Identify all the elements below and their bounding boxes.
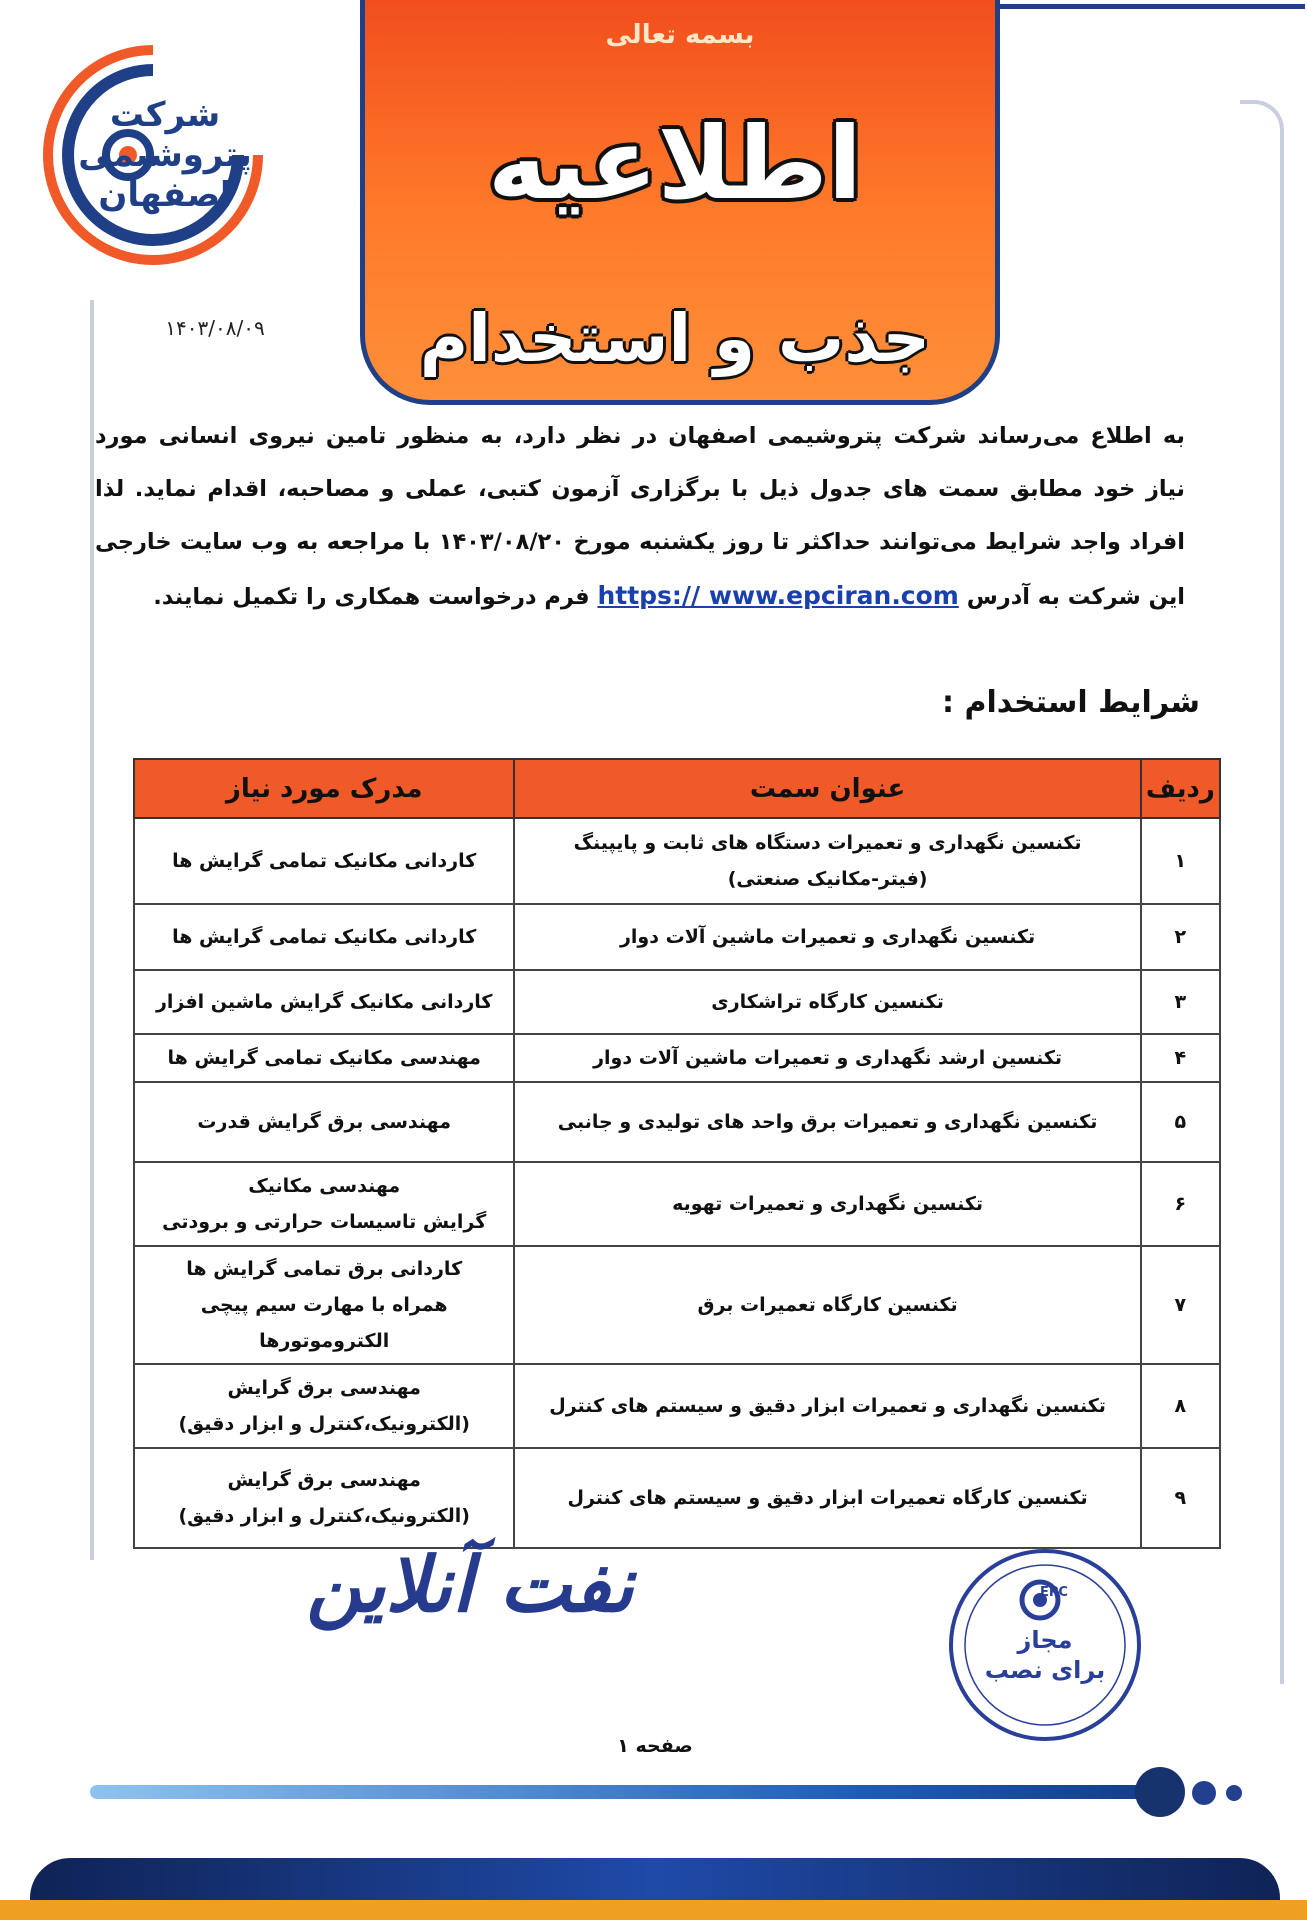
position-line: تکنسین ارشد نگهداری و تعمیرات ماشین آلات دوار — [593, 1047, 1063, 1069]
position-cell — [514, 1162, 1140, 1246]
position-cell — [514, 1082, 1140, 1162]
paragraph-end-text: فرم درخواست همکاری را تکمیل نمایند. — [153, 584, 590, 610]
stamp-line-2: برای نصب — [984, 1656, 1106, 1684]
page-title: اطلاعیه — [487, 105, 863, 222]
announcement-paragraph — [95, 410, 1185, 624]
degree-cell — [134, 1162, 514, 1246]
announcement-date: ۱۴۰۳/۰۸/۰۹ — [165, 316, 265, 340]
degree-cell — [134, 818, 514, 904]
table-row — [134, 1246, 1220, 1364]
row-number: ۶ — [1141, 1162, 1220, 1246]
degree-line-2: (الکترونیک،کنترل و ابزار دقیق) — [178, 1413, 470, 1435]
table-header-row — [134, 759, 1220, 818]
jobs-table — [133, 758, 1221, 1549]
table-row — [134, 1162, 1220, 1246]
position-cell — [514, 818, 1140, 904]
degree-line: مهندسی برق گرایش — [227, 1377, 421, 1399]
degree-cell — [134, 1246, 514, 1364]
position-line: تکنسین نگهداری و تعمیرات دستگاه های ثابت و پایپینگ — [573, 832, 1082, 854]
paragraph-text: به اطلاع می‌رساند شرکت پتروشیمی اصفهان در نظر دارد، به منظور تامین نیروی انسانی مورد نیاز خود مطابق سمت های جدول ذیل با برگزاری آزمون کتبی، عملی و مصاحبه، اقدام نماید. لذا افراد واجد شرایط می‌توانند حداکثر تا روز یکشنبه مورخ ۱۴۰۳/۰۸/۲۰ با مراجعه به وب سایت خارجی این شرکت به آدرس — [95, 423, 1185, 610]
stamp-line-1: مجاز — [1017, 1626, 1073, 1654]
row-number: ۹ — [1141, 1448, 1220, 1548]
table-row — [134, 1082, 1220, 1162]
position-line: تکنسین نگهداری و تعمیرات تهویه — [672, 1193, 984, 1215]
degree-line: کاردانی مکانیک تمامی گرایش ها — [172, 850, 477, 872]
row-number: ۴ — [1141, 1034, 1220, 1082]
footer-dot — [1226, 1785, 1242, 1801]
degree-cell — [134, 904, 514, 970]
degree-cell — [134, 1364, 514, 1448]
row-number: ۲ — [1141, 904, 1220, 970]
degree-line: مهندسی مکانیک تمامی گرایش ها — [167, 1047, 481, 1069]
position-line: تکنسین نگهداری و تعمیرات ابزار دقیق و سیستم های کنترل — [549, 1395, 1106, 1417]
position-cell — [514, 1448, 1140, 1548]
row-number: ۳ — [1141, 970, 1220, 1034]
degree-line: مهندسی مکانیک — [248, 1175, 401, 1197]
page-number: صفحه ۱ — [617, 1735, 693, 1757]
row-number: ۸ — [1141, 1364, 1220, 1448]
signature-watermark: نفت آنلاین — [306, 1540, 634, 1629]
position-line: تکنسین کارگاه تعمیرات برق — [697, 1294, 958, 1316]
degree-cell — [134, 970, 514, 1034]
footer-line — [90, 1785, 1180, 1799]
position-cell — [514, 1246, 1140, 1364]
table-row — [134, 818, 1220, 904]
degree-line-2: (الکترونیک،کنترل و ابزار دقیق) — [178, 1505, 470, 1527]
degree-cell — [134, 1034, 514, 1082]
frame-left-line — [90, 300, 94, 1560]
header-degree: مدرک مورد نیاز — [134, 759, 514, 818]
table-row — [134, 1364, 1220, 1448]
degree-line: کاردانی مکانیک گرایش ماشین افزار — [155, 991, 493, 1013]
degree-line: کاردانی مکانیک تمامی گرایش ها — [172, 926, 477, 948]
website-link[interactable]: https:// www.epciran.com — [597, 581, 959, 610]
table-row — [134, 970, 1220, 1034]
position-cell — [514, 1034, 1140, 1082]
row-number: ۷ — [1141, 1246, 1220, 1364]
degree-line: مهندسی برق گرایش قدرت — [197, 1111, 451, 1133]
position-cell — [514, 1364, 1140, 1448]
degree-cell — [134, 1082, 514, 1162]
frame-right-line — [1240, 100, 1284, 1684]
degree-line-2: گرایش تاسیسات حرارتی و برودتی — [162, 1211, 487, 1233]
degree-line-2: همراه با مهارت سیم پیچی الکتروموتورها — [200, 1294, 448, 1352]
position-line: تکنسین کارگاه تعمیرات ابزار دقیق و سیستم های کنترل — [567, 1487, 1088, 1509]
degree-line: کاردانی برق تمامی گرایش ها — [186, 1258, 463, 1280]
stamp-abbreviation: EPC — [1040, 1585, 1068, 1600]
bottom-strip — [0, 1900, 1307, 1920]
table-row — [134, 904, 1220, 970]
footer-dot — [1135, 1767, 1185, 1817]
logo-company-name: شرکت پتروشیمی اصفهان — [78, 95, 252, 215]
frame-top-line — [980, 4, 1305, 9]
stamp-text — [960, 1625, 1130, 1685]
row-number: ۵ — [1141, 1082, 1220, 1162]
table-row — [134, 1448, 1220, 1548]
table-row — [134, 1034, 1220, 1082]
degree-cell — [134, 1448, 514, 1548]
bottom-bar — [30, 1858, 1280, 1900]
header-row-number: ردیف — [1141, 759, 1220, 818]
footer-dot — [1192, 1781, 1216, 1805]
page-subtitle: جذب و استخدام — [419, 300, 931, 377]
row-number: ۱ — [1141, 818, 1220, 904]
position-cell — [514, 904, 1140, 970]
degree-line: مهندسی برق گرایش — [227, 1469, 421, 1491]
conditions-heading: شرایط استخدام : — [942, 685, 1200, 720]
position-line: تکنسین نگهداری و تعمیرات برق واحد های تولیدی و جانبی — [557, 1111, 1098, 1133]
position-line: تکنسین کارگاه تراشکاری — [711, 991, 944, 1013]
position-cell — [514, 970, 1140, 1034]
bismillah-text: بسمه تعالی — [605, 20, 755, 50]
header-position: عنوان سمت — [514, 759, 1140, 818]
position-line: تکنسین نگهداری و تعمیرات ماشین آلات دوار — [619, 926, 1036, 948]
position-line-2: (فیتر-مکانیک صنعتی) — [727, 868, 928, 890]
